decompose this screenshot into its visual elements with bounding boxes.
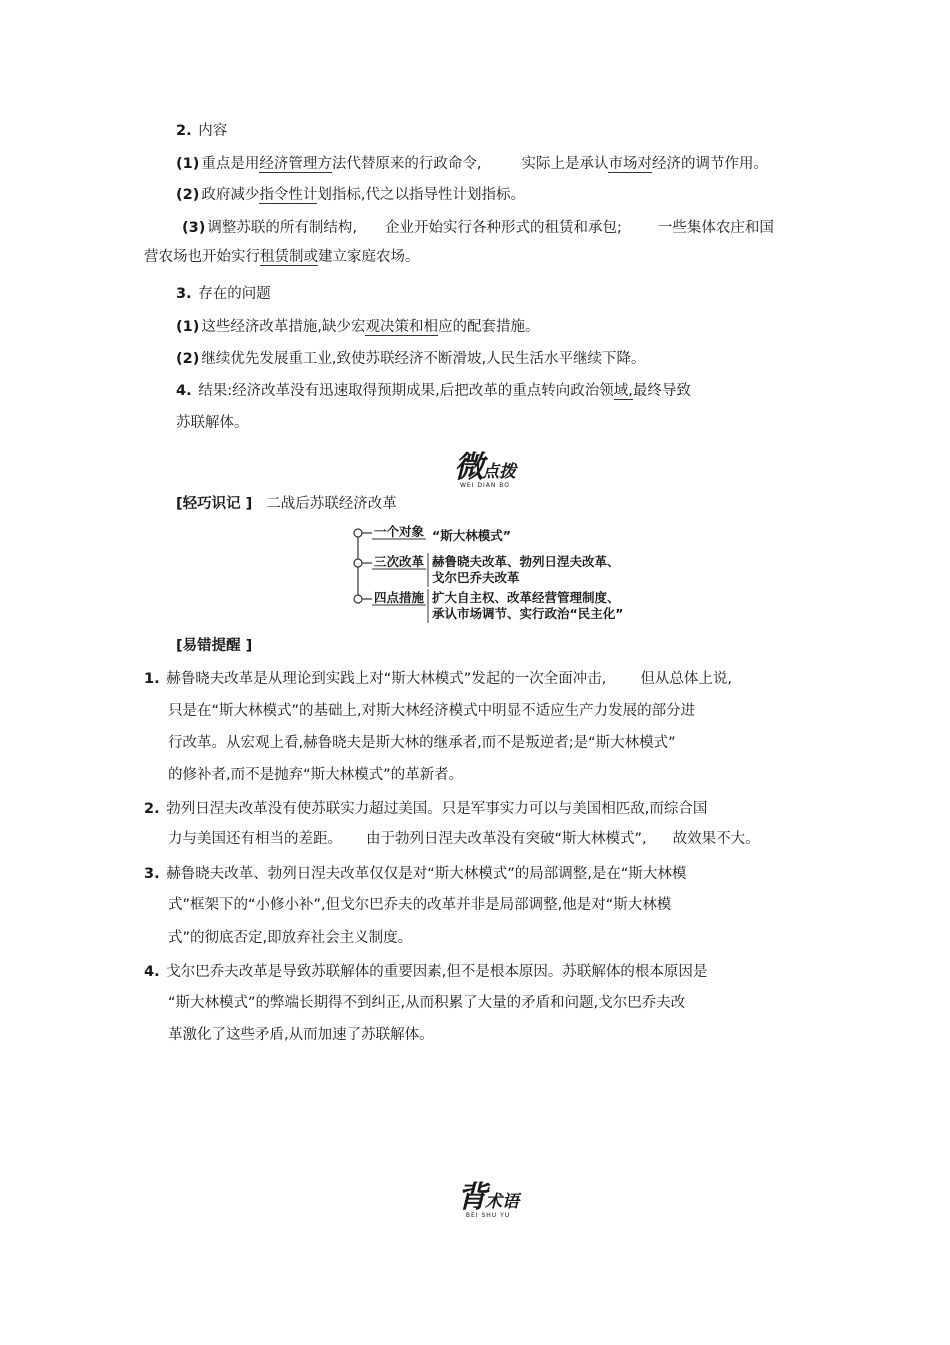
mistake-2-line-1 <box>144 800 707 818</box>
item-text: 经济的调节作用。 <box>651 156 768 172</box>
diagram-tag-reforms: 三次改革 <box>374 554 425 569</box>
banner-big-char: 微 <box>454 450 482 485</box>
item-number: 4. <box>144 964 160 980</box>
item-text: 苏联解体。 <box>176 415 249 431</box>
underlined-text: 域, <box>613 383 633 399</box>
mistake-1-line-3: 行改革。从宏观上看,赫鲁晓夫是斯大林的继承者,而不是叛逆者;是“斯大林模式” <box>168 735 676 751</box>
mistake-2-line-2 <box>168 830 760 848</box>
banner-small-chars: 术语 <box>485 1192 519 1212</box>
diagram-tag-object: 一个对象 <box>374 524 425 539</box>
heading-number: 2. <box>176 123 192 139</box>
beishuyu-banner <box>438 1172 538 1219</box>
banner-small-chars: 点拨 <box>482 462 516 482</box>
mistake-4-line-3: 革激化了这些矛盾,从而加速了苏联解体。 <box>168 1027 434 1043</box>
heading-text: 存在的问题 <box>198 286 271 302</box>
item-text: 建立家庭农场。 <box>318 249 420 265</box>
section-2-heading <box>176 122 227 140</box>
item-number: (2) <box>176 351 200 367</box>
item-text: 结果:经济改革没有迅速取得预期成果,后把改革的重点转向政治领 <box>198 383 614 399</box>
diagram-text-object: “斯大林模式” <box>432 528 511 543</box>
section-2-item-3 <box>182 219 774 237</box>
tips-label: [轻巧识记 ] <box>176 496 253 512</box>
item-text: 这些经济改革措施,缺少宏 <box>201 319 366 335</box>
item-number: 3. <box>144 866 160 882</box>
underlined-text: 指令性计 <box>259 187 318 203</box>
diagram-tag-measures: 四点措施 <box>374 590 425 605</box>
item-text: 赫鲁晓夫改革、勃列日涅夫改革仅仅是对“斯大林模式”的局部调整,是在“斯大林模 <box>166 866 687 882</box>
item-text: 赫鲁晓夫改革是从理论到实践上对“斯大林模式”发起的一次全面冲击, <box>166 671 607 687</box>
item-text: 继续优先发展重工业,致使苏联经济不断滑坡,人民生活水平继续下降。 <box>201 351 646 367</box>
section-3-item-1 <box>176 318 539 336</box>
item-text: 划指标,代之以指导性计划指标。 <box>317 187 525 203</box>
item-text: 但从总体上说, <box>640 671 732 687</box>
tips-title: 二战后苏联经济改革 <box>266 496 397 512</box>
item-text: 最终导致 <box>632 383 691 399</box>
mistakes-heading: [易错提醒 ] <box>176 638 253 654</box>
mistake-3-line-3: 式”的彻底否定,即放弃社会主义制度。 <box>168 930 413 946</box>
reform-diagram <box>352 521 642 625</box>
section-4-result-cont <box>176 414 249 432</box>
underlined-text: 租赁制或 <box>260 249 318 265</box>
mistake-1-line-4: 的修补者,而不是抛弃“斯大林模式”的革新者。 <box>168 767 464 783</box>
item-text: 重点是用 <box>201 156 260 172</box>
item-number: 2. <box>144 801 160 817</box>
weidianbo-banner <box>430 442 540 489</box>
item-text: 实际上是承认 <box>521 156 609 172</box>
item-text: 营农场也开始实行 <box>144 249 260 265</box>
item-text: 法代替原来的行政命令, <box>331 156 482 172</box>
section-4-result <box>176 382 691 400</box>
item-text: 由于勃列日涅夫改革没有突破“斯大林模式”, <box>366 831 647 847</box>
heading-number: 3. <box>176 286 192 302</box>
item-text: 力与美国还有相当的差距。 <box>168 831 342 847</box>
item-text: 一些集体农庄和国 <box>657 220 774 236</box>
section-2-item-1 <box>176 155 768 173</box>
mistake-4-line-2: “斯大林模式”的弊端长期得不到纠正,从而积累了大量的矛盾和问题,戈尔巴乔夫改 <box>168 995 686 1011</box>
underlined-text: 市场对 <box>608 156 652 172</box>
item-text: 应的配套措施。 <box>437 319 540 335</box>
tips-heading <box>176 495 397 513</box>
mistake-3-line-2: 式”框架下的“小修小补”,但戈尔巴乔夫的改革并非是局部调整,他是对“斯大林模 <box>168 897 672 913</box>
item-number: (2) <box>176 187 200 203</box>
mistake-3-line-1 <box>144 865 686 883</box>
item-text: 企业开始实行各种形式的租赁和承包; <box>384 220 622 236</box>
item-text: 调整苏联的所有制结构, <box>207 220 357 236</box>
section-3-heading <box>176 285 271 303</box>
item-text: 戈尔巴乔夫改革是导致苏联解体的重要因素,但不是根本原因。苏联解体的根本原因是 <box>166 964 708 980</box>
mistake-1-line-2: 只是在“斯大林模式”的基础上,对斯大林经济模式中明显不适应生产力发展的部分进 <box>168 703 696 719</box>
item-number: (3) <box>182 220 206 236</box>
heading-number: 4. <box>176 383 192 399</box>
banner-big-char: 背 <box>457 1180 485 1215</box>
item-number: (1) <box>176 319 200 335</box>
item-text: 勃列日涅夫改革没有使苏联实力超过美国。只是军事实力可以与美国相匹敌,而综合国 <box>166 801 708 817</box>
item-text: 故效果不大。 <box>672 831 760 847</box>
item-text: 政府减少 <box>201 187 260 203</box>
banner-pinyin: WEI DIAN BO <box>459 482 511 489</box>
item-number: 1. <box>144 671 160 687</box>
diagram-text-reforms-1: 赫鲁晓夫改革、勃列日涅夫改革、 <box>432 554 620 569</box>
diagram-text-measures-2: 承认市场调节、实行政治“民主化” <box>432 606 624 621</box>
mistake-1-line-1 <box>144 670 732 688</box>
diagram-text-reforms-2: 戈尔巴乔夫改革 <box>432 570 520 585</box>
diagram-text-measures-1: 扩大自主权、改革经营管理制度、 <box>432 590 620 605</box>
underlined-text: 经济管理方 <box>259 156 332 172</box>
underlined-text: 观决策和相 <box>365 319 438 335</box>
item-number: (1) <box>176 156 200 172</box>
section-2-item-2 <box>176 186 525 204</box>
mistake-4-line-1 <box>144 963 707 981</box>
banner-pinyin: BEI SHU YU <box>465 1212 511 1219</box>
section-3-item-2 <box>176 350 646 368</box>
heading-text: 内容 <box>198 123 228 139</box>
section-2-item-3-cont <box>144 248 420 266</box>
